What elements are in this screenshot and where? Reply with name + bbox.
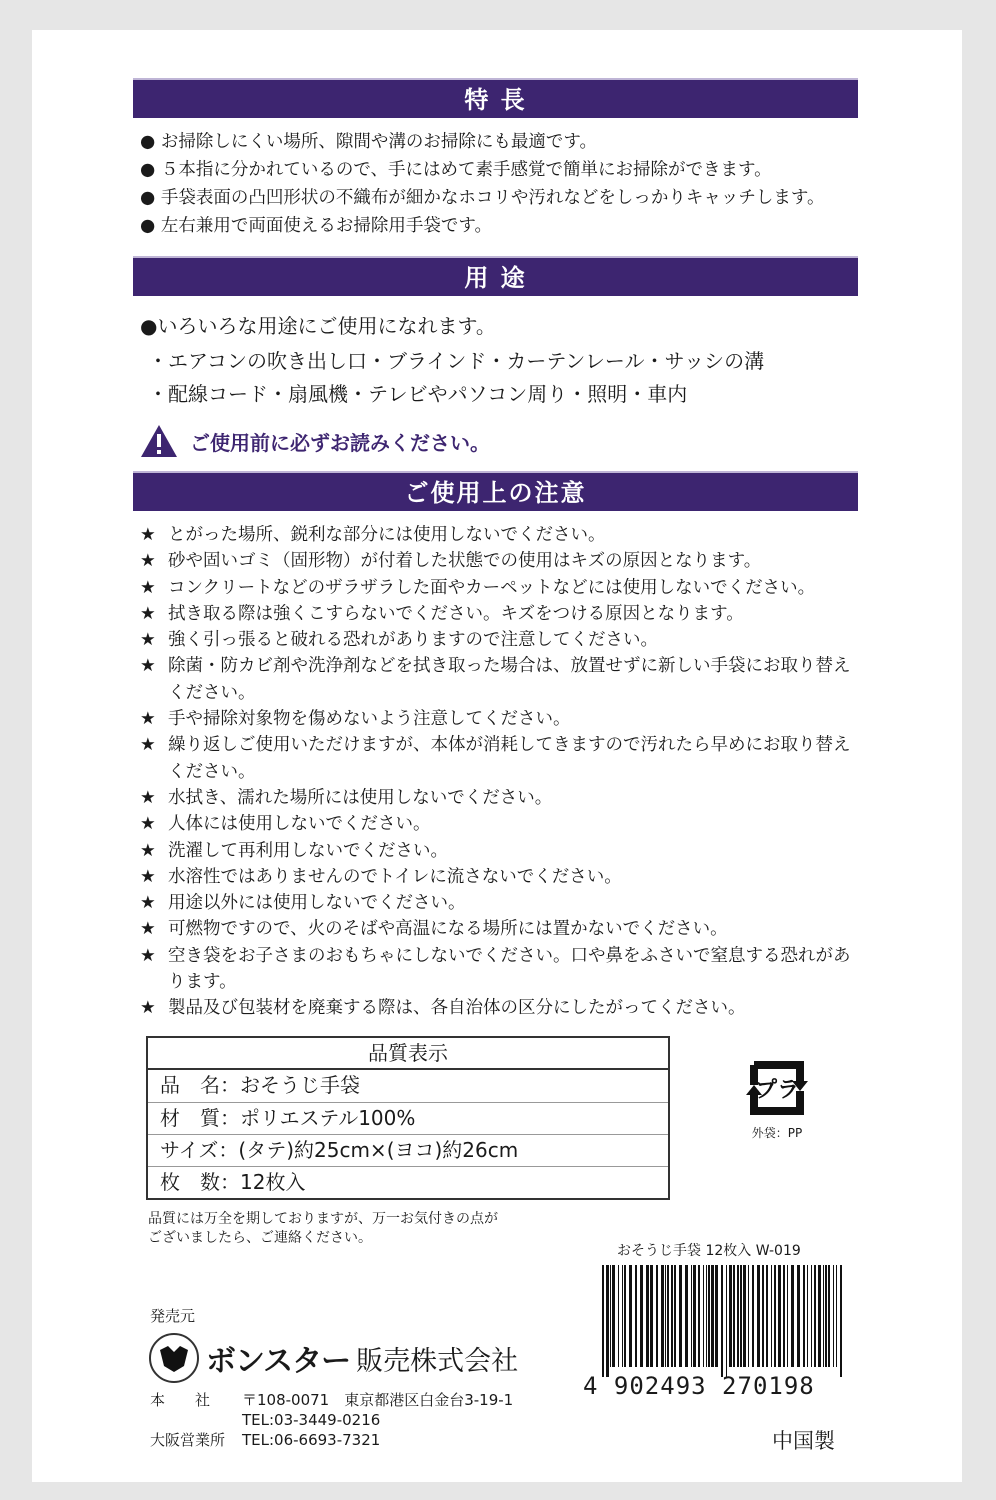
hq-tel: TEL:03-3449-0216 bbox=[242, 1411, 381, 1429]
barcode-bar bbox=[685, 1265, 688, 1367]
barcode-bar bbox=[661, 1265, 664, 1367]
barcode-bar bbox=[737, 1265, 739, 1367]
country-of-origin: 中国製 bbox=[772, 1429, 835, 1453]
quality-table bbox=[146, 1036, 670, 1200]
quality-row: 材 質：ポリエステル100% bbox=[148, 1102, 668, 1134]
barcode-bar bbox=[698, 1265, 700, 1367]
warning-notice bbox=[140, 424, 490, 458]
uses-intro: ●いろいろな用途にご使用になれます。 bbox=[140, 314, 496, 338]
quality-row: 枚 数：12枚入 bbox=[148, 1166, 668, 1198]
caution-item: ★ 空き袋をお子さまのおもちゃにしないでください。口や鼻をふさいで窒息する恐れがあります。 bbox=[140, 943, 860, 996]
feature-item: ● ５本指に分かれているので、手にはめて素手感覚で簡単にお掃除ができます。 bbox=[140, 156, 824, 184]
barcode-bar bbox=[708, 1265, 710, 1367]
caution-item: ★ 洗濯して再利用しないでください。 bbox=[140, 838, 860, 864]
caution-item: ★ 用途以外には使用しないでください。 bbox=[140, 890, 860, 916]
barcode-bar bbox=[840, 1265, 842, 1377]
barcode-bar bbox=[825, 1265, 827, 1367]
company-logo bbox=[148, 1332, 518, 1384]
barcode-bar bbox=[807, 1265, 808, 1367]
barcode-bar bbox=[833, 1265, 834, 1367]
barcode-bar bbox=[762, 1265, 764, 1367]
barcode-bar bbox=[679, 1265, 682, 1367]
barcode-bar bbox=[752, 1265, 754, 1367]
barcode-bar bbox=[691, 1265, 692, 1367]
barcode-bar bbox=[787, 1265, 788, 1367]
quality-note-line: ございましたら、ご連絡ください。 bbox=[148, 1230, 372, 1246]
barcode-bar bbox=[656, 1265, 658, 1367]
barcode-bar bbox=[671, 1265, 673, 1367]
feature-item: ● 左右兼用で両面使えるお掃除用手袋です。 bbox=[140, 212, 824, 240]
cautions-list bbox=[140, 522, 860, 1022]
warning-text: ご使用前に必ずお読みください。 bbox=[190, 430, 490, 455]
barcode-bar bbox=[665, 1265, 666, 1367]
quality-note-line: 品質には万全を期しておりますが、万一お気付きの点が bbox=[148, 1211, 498, 1227]
caution-item: ★ 砂や固いゴミ（固形物）が付着した状態での使用はキズの原因となります。 bbox=[140, 548, 860, 574]
barcode-bar bbox=[612, 1265, 615, 1367]
quality-title: 品質表示 bbox=[148, 1038, 668, 1070]
barcode-bar bbox=[706, 1265, 707, 1367]
caution-item: ★ 除菌・防カビ剤や洗浄剤などを拭き取った場合は、放置せずに新しい手袋にお取り替えください。 bbox=[140, 653, 860, 706]
caution-item: ★ 水拭き、濡れた場所には使用しないでください。 bbox=[140, 785, 860, 811]
cautions-header: ご使用上の注意 bbox=[133, 471, 858, 511]
barcode-bar bbox=[823, 1265, 824, 1367]
caution-item: ★ 人体には使用しないでください。 bbox=[140, 811, 860, 837]
seller-label: 発売元 bbox=[150, 1307, 196, 1325]
barcode-bar bbox=[622, 1265, 623, 1367]
caution-item: ★ 強く引っ張ると破れる恐れがありますので注意してください。 bbox=[140, 627, 860, 653]
product-code: おそうじ手袋 12枚入 W-019 bbox=[617, 1243, 801, 1259]
barcode-bar bbox=[602, 1265, 604, 1377]
barcode-bar bbox=[797, 1265, 800, 1367]
barcode-bar bbox=[828, 1265, 830, 1367]
recycle-label: 外袋：PP bbox=[751, 1126, 803, 1140]
barcode-bar bbox=[629, 1265, 632, 1367]
quality-note bbox=[148, 1210, 498, 1248]
barcode-bar bbox=[711, 1265, 714, 1367]
barcode-bar bbox=[715, 1265, 718, 1367]
barcode-bar bbox=[766, 1265, 768, 1367]
barcode-bar bbox=[740, 1265, 742, 1367]
caution-item: ★ 手や掃除対象物を傷めないよう注意してください。 bbox=[140, 706, 860, 732]
caution-item: ★ 製品及び包装材を廃棄する際は、各自治体の区分にしたがってください。 bbox=[140, 995, 860, 1021]
recycle-mark bbox=[742, 1055, 812, 1141]
barcode bbox=[600, 1265, 848, 1377]
hq-label: 本 社 bbox=[150, 1391, 211, 1409]
caution-item: ★ とがった場所、鋭利な部分には使用しないでください。 bbox=[140, 522, 860, 548]
barcode-bar bbox=[624, 1265, 626, 1367]
barcode-bar bbox=[814, 1265, 816, 1367]
barcode-digits: 4 902493 270198 bbox=[583, 1372, 815, 1400]
barcode-bar bbox=[635, 1265, 637, 1367]
caution-item: ★ 水溶性ではありませんのでトイレに流さないでください。 bbox=[140, 864, 860, 890]
barcode-bar bbox=[721, 1265, 723, 1377]
uses-list bbox=[140, 310, 764, 411]
uses-line: ・配線コード・扇風機・テレビやパソコン周り・照明・車内 bbox=[148, 382, 688, 406]
uses-line: ・エアコンの吹き出し口・ブラインド・カーテンレール・サッシの溝 bbox=[148, 349, 765, 373]
uses-header: 用 途 bbox=[133, 256, 858, 296]
feature-item: ● お掃除しにくい場所、隙間や溝のお掃除にも最適です。 bbox=[140, 128, 824, 156]
osaka-tel: TEL:06-6693-7321 bbox=[242, 1431, 381, 1449]
features-header: 特 長 bbox=[133, 78, 858, 118]
barcode-bar bbox=[618, 1265, 619, 1367]
barcode-bar bbox=[693, 1265, 696, 1367]
barcode-bar bbox=[667, 1265, 669, 1367]
bonstar-emblem-icon bbox=[148, 1332, 200, 1384]
barcode-bar bbox=[778, 1265, 781, 1367]
warning-icon bbox=[140, 424, 178, 458]
barcode-bar bbox=[757, 1265, 760, 1367]
osaka-label: 大阪営業所 bbox=[150, 1431, 226, 1449]
caution-item: ★ 繰り返しご使用いただけますが、本体が消耗してきますので汚れたら早めにお取り替えください。 bbox=[140, 732, 860, 785]
recycle-pla-icon bbox=[742, 1055, 812, 1121]
barcode-bar bbox=[646, 1265, 649, 1367]
barcode-bar bbox=[726, 1265, 727, 1377]
features-list bbox=[140, 128, 824, 240]
company-address bbox=[150, 1390, 513, 1450]
barcode-bar bbox=[836, 1265, 837, 1367]
quality-row: 品 名：おそうじ手袋 bbox=[160, 1073, 360, 1097]
barcode-bar bbox=[703, 1265, 704, 1367]
barcode-bar bbox=[743, 1265, 746, 1367]
barcode-bar bbox=[650, 1265, 653, 1367]
hq-address: 〒108-0071 東京都港区白金台3-19-1 bbox=[242, 1391, 514, 1409]
caution-item: ★ 拭き取る際は強くこすらないでください。キズをつける原因となります。 bbox=[140, 601, 860, 627]
barcode-bar bbox=[610, 1265, 611, 1367]
barcode-bar bbox=[803, 1265, 805, 1367]
barcode-bar bbox=[783, 1265, 785, 1367]
quality-row: サイズ：(タテ)約25cm×(ヨコ)約26cm bbox=[148, 1134, 668, 1166]
barcode-bar bbox=[674, 1265, 676, 1367]
recycle-mark-text: プラ bbox=[754, 1078, 800, 1103]
barcode-bar bbox=[606, 1265, 609, 1377]
barcode-bar bbox=[811, 1265, 812, 1367]
barcode-bar bbox=[771, 1265, 772, 1367]
caution-item: ★ コンクリートなどのザラザラした面やカーペットなどには使用しないでください。 bbox=[140, 575, 860, 601]
barcode-bar bbox=[729, 1265, 732, 1367]
barcode-bar bbox=[774, 1265, 776, 1367]
barcode-bar bbox=[640, 1265, 643, 1367]
feature-item: ● 手袋表面の凸凹形状の不織布が細かなホコリや汚れなどをしっかりキャッチします。 bbox=[140, 184, 824, 212]
barcode-bar bbox=[818, 1265, 821, 1367]
brand-name: ボンスター bbox=[206, 1344, 351, 1379]
company-name: 販売株式会社 bbox=[356, 1345, 519, 1377]
barcode-bar bbox=[791, 1265, 794, 1367]
barcode-bar bbox=[748, 1265, 749, 1367]
barcode-bar bbox=[733, 1265, 735, 1367]
caution-item: ★ 可燃物ですので、火のそばや高温になる場所には置かないでください。 bbox=[140, 916, 860, 942]
